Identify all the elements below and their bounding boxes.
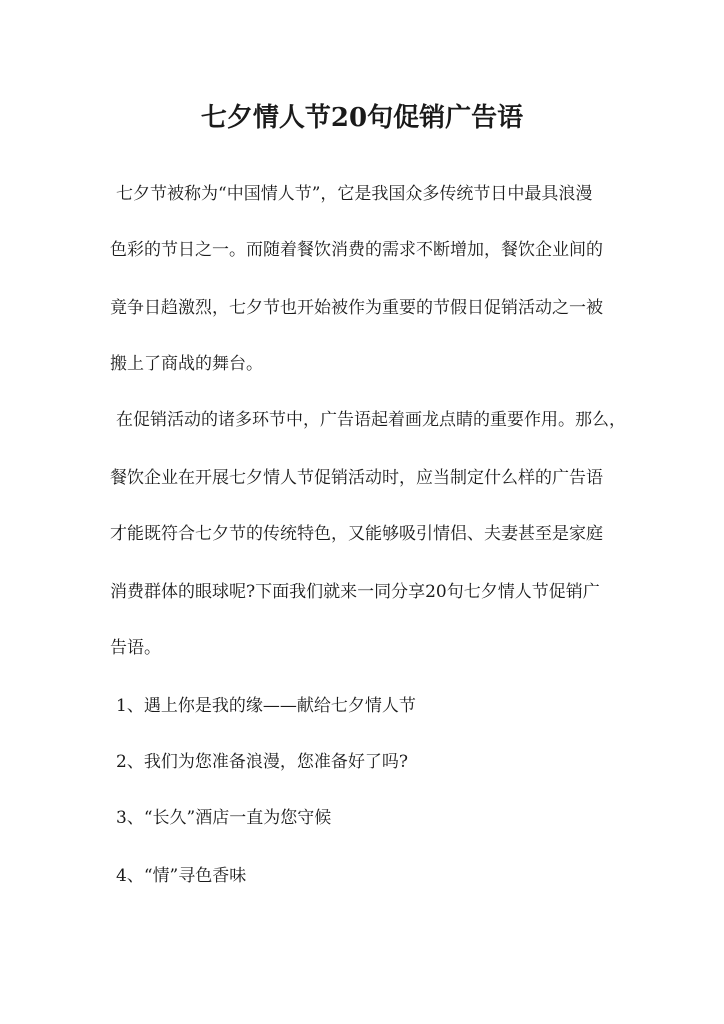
- paragraph-line: 七夕节被称为“中国情人节”，它是我国众多传统节日中最具浪漫: [116, 184, 593, 204]
- paragraph-line: 告语。: [110, 638, 161, 658]
- list-item: 1、遇上你是我的缘——献给七夕情人节: [116, 696, 416, 716]
- paragraph-line: 才能既符合七夕节的传统特色，又能够吸引情侣、夫妻甚至是家庭: [110, 524, 603, 544]
- paragraph-line: 色彩的节日之一。而随着餐饮消费的需求不断增加，餐饮企业间的: [110, 240, 603, 260]
- paragraph-line: 在促销活动的诸多环节中，广告语起着画龙点睛的重要作用。那么，: [116, 410, 626, 430]
- paragraph-line: 竟争日趋激烈，七夕节也开始被作为重要的节假日促销活动之一被: [110, 298, 603, 318]
- paragraph-line: 搬上了商战的舞台。: [110, 354, 263, 374]
- paragraph-line: 消费群体的眼球呢?下面我们就来一同分享20句七夕情人节促销广: [110, 582, 600, 602]
- list-item: 3、“长久”酒店一直为您守候: [116, 808, 332, 828]
- list-item: 2、我们为您准备浪漫，您准备好了吗?: [116, 752, 408, 772]
- document-title: 七夕情人节20句促销广告语: [200, 103, 524, 133]
- paragraph-line: 餐饮企业在开展七夕情人节促销活动时，应当制定什么样的广告语: [110, 468, 603, 488]
- list-item: 4、“情”寻色香味: [116, 866, 247, 886]
